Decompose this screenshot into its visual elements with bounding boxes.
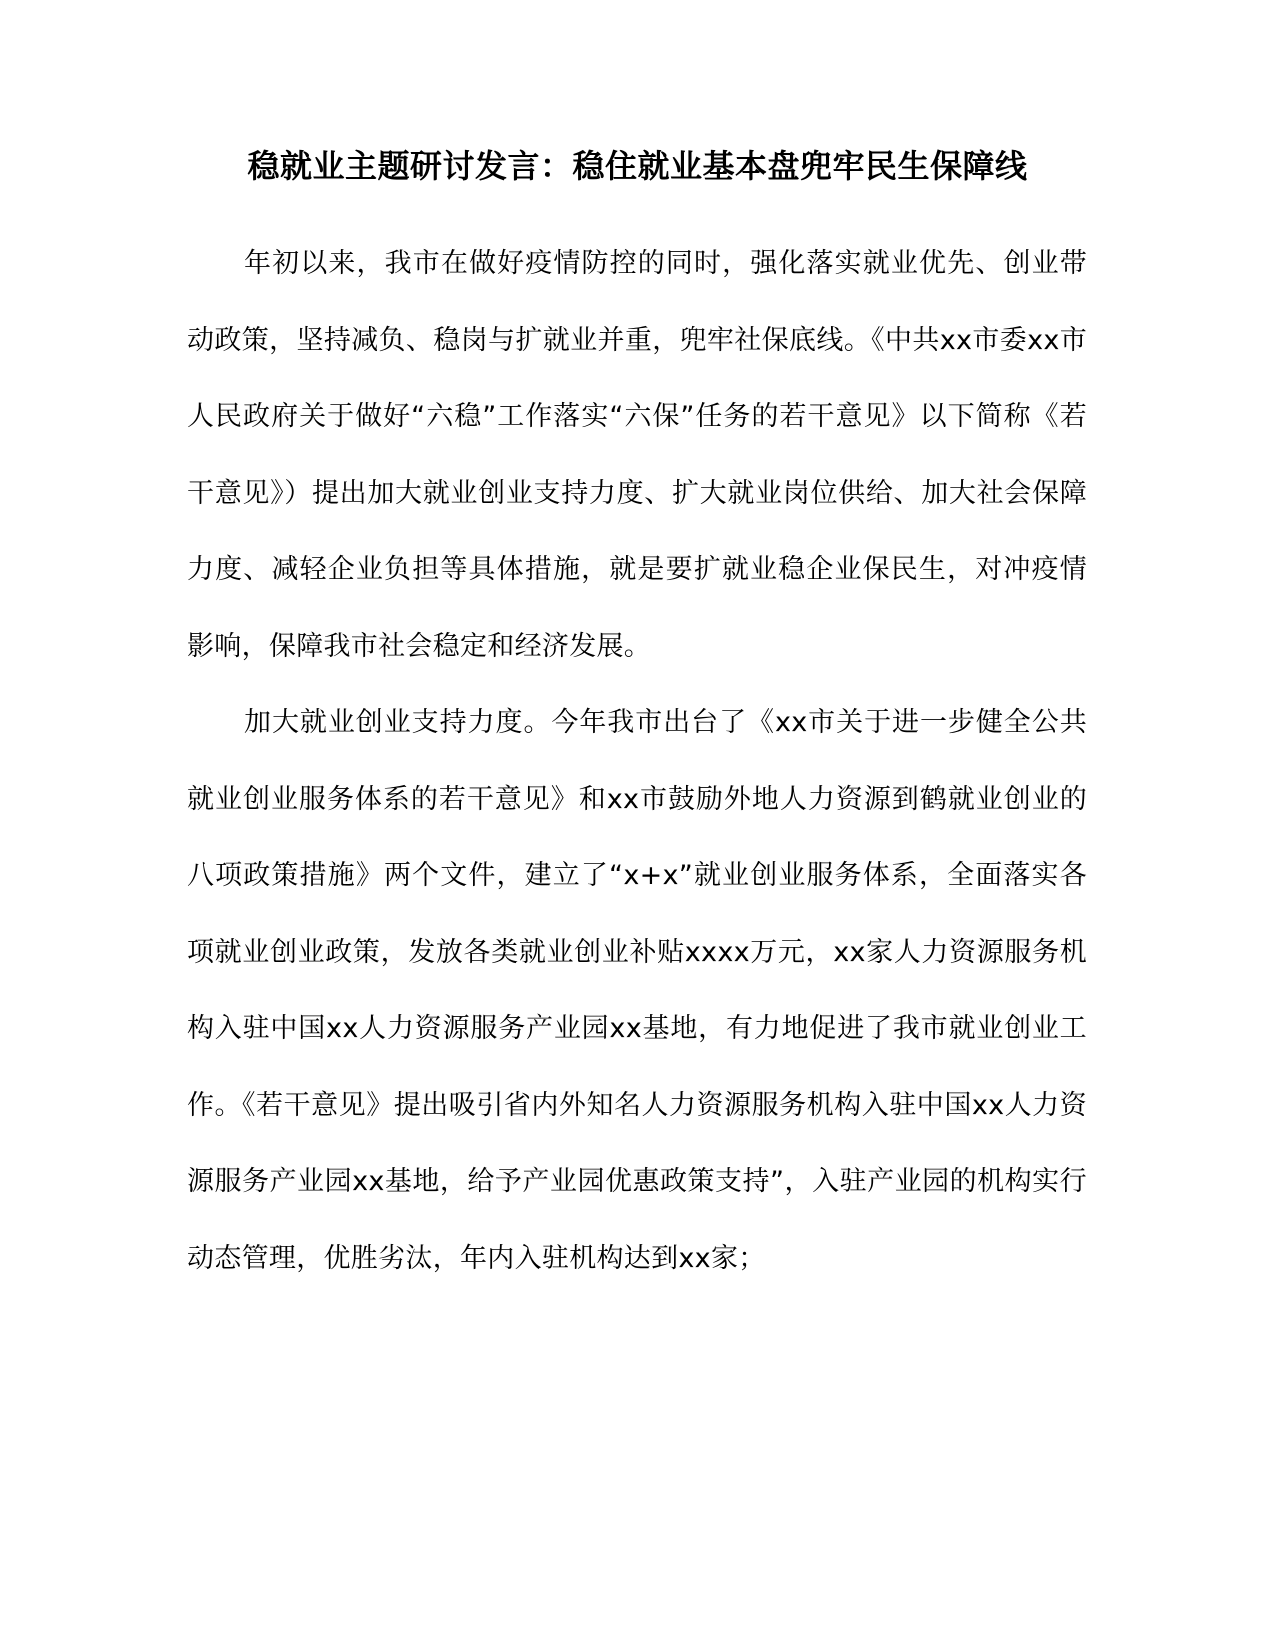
paragraph-intro: 年初以来，我市在做好疫情防控的同时，强化落实就业优先、创业带动政策，坚持减负、稳岗与扩就业并重，兜牢社保底线。《中共xx市委xx市人民政府关于做好“六稳”工作落实“六保”任务的若干意见》以下简称《若干意见》）提出加大就业创业支持力度、扩大就业岗位供给、加大社会保障力度、减轻企业负担等具体措施，就是要扩就业稳企业保民生，对冲疫情影响，保障我市社会稳定和经济发展。 [187, 248, 1087, 662]
document-body [187, 226, 1087, 1297]
paragraph-employment-support: 加大就业创业支持力度。今年我市出台了《xx市关于进一步健全公共就业创业服务体系的若干意见》和xx市鼓励外地人力资源到鹤就业创业的八项政策措施》两个文件，建立了“x+x”就业创业服务体系，全面落实各项就业创业政策，发放各类就业创业补贴xxxx万元，xx家人力资源服务机构入驻中国xx人力资源服务产业园xx基地，有力地促进了我市就业创业工作。《若干意见》提出吸引省内外知名人力资源服务机构入驻中国xx人力资源服务产业园xx基地，给予产业园优惠政策支持”，入驻产业园的机构实行动态管理，优胜劣汰，年内入驻机构达到xx家； [187, 707, 1087, 1274]
document-title: 稳就业主题研讨发言：稳住就业基本盘兜牢民生保障线 [247, 147, 1028, 185]
